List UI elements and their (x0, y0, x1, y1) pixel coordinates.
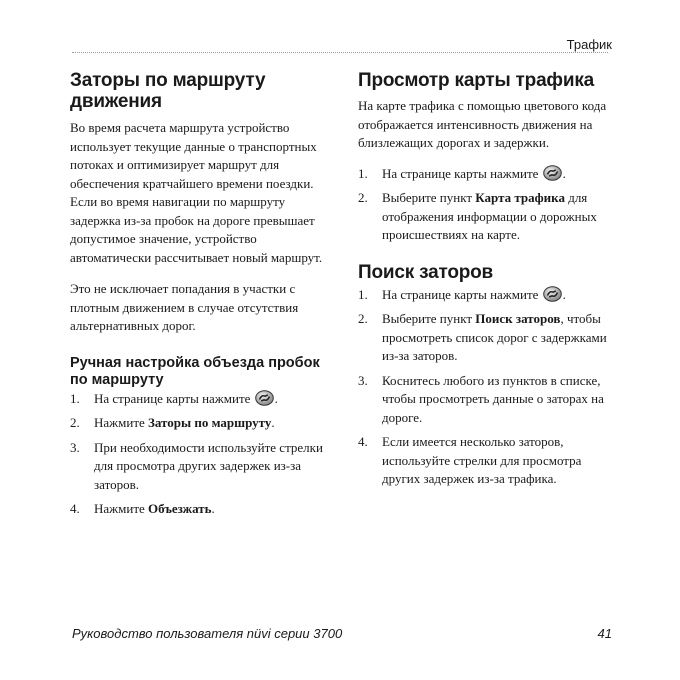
list-item (70, 439, 328, 495)
traffic-button-icon (543, 286, 562, 302)
step-text: На странице карты нажмите (94, 390, 254, 406)
traffic-button-icon (543, 165, 562, 181)
list-item (70, 390, 328, 409)
step-text-end: . (562, 286, 566, 302)
footer-page-number: 41 (597, 626, 612, 641)
step-number: 2. (358, 190, 368, 205)
step-text: На странице карты нажмите (382, 286, 542, 302)
menu-option-traffic-map: Карта трафика (475, 190, 565, 205)
paragraph-traffic-map: На карте трафика с помощью цветового кода отображается интенсивность движения на близлежащих дорогах и задержки. (358, 98, 607, 150)
steps-find-traffic (358, 286, 610, 489)
heading-traffic-map: Просмотр карты трафика (358, 70, 595, 91)
list-item (358, 286, 610, 305)
step-number: 2. (70, 415, 80, 430)
list-item (358, 372, 610, 428)
step-text: Выберите пункт (382, 190, 476, 205)
menu-option-detour: Объезжать (148, 501, 212, 516)
list-item (358, 165, 610, 184)
step-text-end: . (271, 415, 275, 430)
section-title: Трафик (566, 37, 612, 52)
heading-manual-avoid: Ручная настройка объезда пробок по маршруту (70, 354, 320, 388)
step-text: Выберите пункт (382, 311, 476, 326)
step-number: 4. (70, 501, 80, 516)
menu-option-find-traffic: Поиск заторов (475, 311, 561, 326)
step-text: При необходимости используйте стрелки для просмотра других задержек из-за заторов. (94, 439, 323, 492)
list-item (70, 414, 328, 433)
step-text-end: . (274, 390, 278, 406)
step-text: Нажмите (94, 415, 149, 430)
step-number: 1. (70, 390, 80, 406)
traffic-button-icon (255, 390, 274, 406)
list-item (358, 433, 610, 489)
step-text-end: . (211, 501, 215, 516)
step-text: Коснитесь любого из пунктов в списке, чтобы просмотреть данные о заторах на дороге. (382, 372, 604, 425)
list-item (358, 189, 610, 245)
step-text-end: . (562, 165, 566, 181)
step-text: Нажмите (94, 501, 149, 516)
list-item (70, 500, 328, 519)
step-text-end: для отображения информации о дорожных происшествиях на карте. (382, 190, 597, 242)
step-number: 1. (358, 286, 368, 302)
left-column (70, 70, 328, 519)
footer-manual-title: Руководство пользователя nüvi серии 3700 (72, 626, 343, 641)
list-item (358, 310, 610, 366)
step-number: 2. (358, 311, 368, 326)
steps-manual-avoid (70, 390, 328, 519)
step-number: 4. (358, 434, 368, 449)
paragraph-route-calc: Во время расчета маршрута устройство использует текущие данные о транспортных потоках и оптимизирует маршрут для обеспечения кратчайшего времени поездки. Если во время навигации по маршруту задержка из-за пробок на дороге превышает допустимое значение, устройство автоматически рассчитывает новый маршрут. (70, 120, 323, 265)
step-number: 3. (70, 439, 80, 455)
step-number: 1. (358, 165, 368, 181)
paragraph-no-alternative: Это не исключает попадания в участки с плотным движением в случае отсутствия альтернативных дорог. (70, 281, 299, 333)
header-divider (72, 52, 608, 53)
step-number: 3. (358, 372, 368, 388)
menu-option-route-traffic: Заторы по маршруту (148, 415, 272, 430)
right-column (358, 70, 610, 489)
step-text-end: , чтобы просмотреть список дорог с задержками из-за заторов. (382, 311, 607, 363)
steps-traffic-map (358, 165, 610, 245)
heading-route-traffic: Заторы по маршруту движения (70, 70, 266, 112)
step-text: На странице карты нажмите (382, 165, 542, 181)
heading-find-traffic: Поиск заторов (358, 261, 494, 283)
step-text: Если имеется несколько заторов, используйте стрелки для просмотра других задержек из-за трафика. (382, 434, 582, 486)
